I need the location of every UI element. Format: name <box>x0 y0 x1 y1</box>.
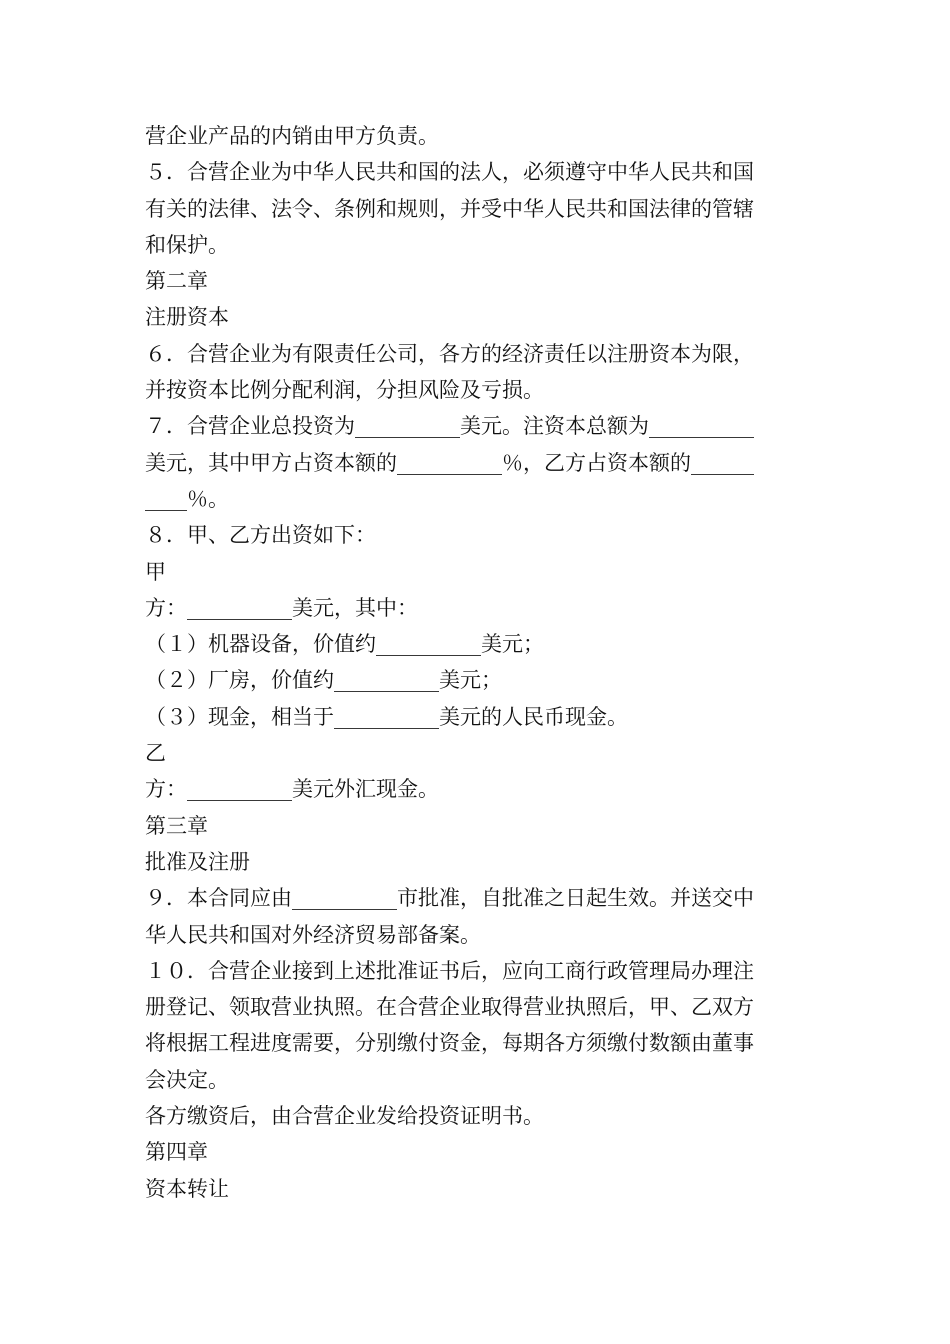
chapter-4-heading: 第四章 <box>145 1140 208 1165</box>
party-a-amount: 方：__________美元，其中： <box>145 595 418 620</box>
clause-5-line-1: ５．合营企业为中华人民共和国的法人，必须遵守中华人民共和国 <box>145 160 754 185</box>
clause-6-line-1: ６．合营企业为有限责任公司，各方的经济责任以注册资本为限， <box>145 341 754 366</box>
chapter-3-title: 批准及注册 <box>145 849 250 874</box>
party-a-item-2: （２）厂房，价值约__________美元； <box>145 668 502 693</box>
party-a-item-3: （３）现金，相当于__________美元的人民币现金。 <box>145 704 628 729</box>
clause-10-line-5: 各方缴资后，由合营企业发给投资证明书。 <box>145 1104 544 1129</box>
clause-10-line-1: １０．合营企业接到上述批准证书后，应向工商行政管理局办理注 <box>145 958 754 983</box>
chapter-4-title: 资本转让 <box>145 1176 229 1201</box>
party-b-amount: 方：__________美元外汇现金。 <box>145 777 439 802</box>
party-b-label: 乙 <box>145 741 166 766</box>
clause-8-line-1: ８．甲、乙方出资如下： <box>145 523 376 548</box>
clause-7-line-3: ____％。 <box>145 486 229 511</box>
chapter-2-title: 注册资本 <box>145 305 229 330</box>
clause-5-line-2: 有关的法律、法令、条例和规则，并受中华人民共和国法律的管辖 <box>145 196 754 221</box>
clause-10-line-2: 册登记、领取营业执照。在合营企业取得营业执照后，甲、乙双方 <box>145 995 754 1020</box>
party-a-label: 甲 <box>145 559 166 584</box>
chapter-3-heading: 第三章 <box>145 813 208 838</box>
clause-9-line-1: ９．本合同应由__________市批准，自批准之日起生效。并送交中 <box>145 886 754 911</box>
clause-7-line-1: ７．合营企业总投资为__________美元。注资本总额为__________ <box>145 414 754 439</box>
clause-7-line-2: 美元，其中甲方占资本额的__________％，乙方占资本额的______ <box>145 450 754 475</box>
clause-6-line-2: 并按资本比例分配利润，分担风险及亏损。 <box>145 378 544 403</box>
text-line: 营企业产品的内销由甲方负责。 <box>145 124 439 148</box>
clause-10-line-4: 会决定。 <box>145 1067 229 1092</box>
clause-10-line-3: 将根据工程进度需要，分别缴付资金，每期各方须缴付数额由董事 <box>145 1031 754 1056</box>
clause-9-line-2: 华人民共和国对外经济贸易部备案。 <box>145 922 481 947</box>
clause-5-line-3: 和保护。 <box>145 232 229 257</box>
chapter-2-heading: 第二章 <box>145 269 208 294</box>
party-a-item-1: （１）机器设备，价值约__________美元； <box>145 632 544 657</box>
contract-text <box>145 118 810 1207</box>
